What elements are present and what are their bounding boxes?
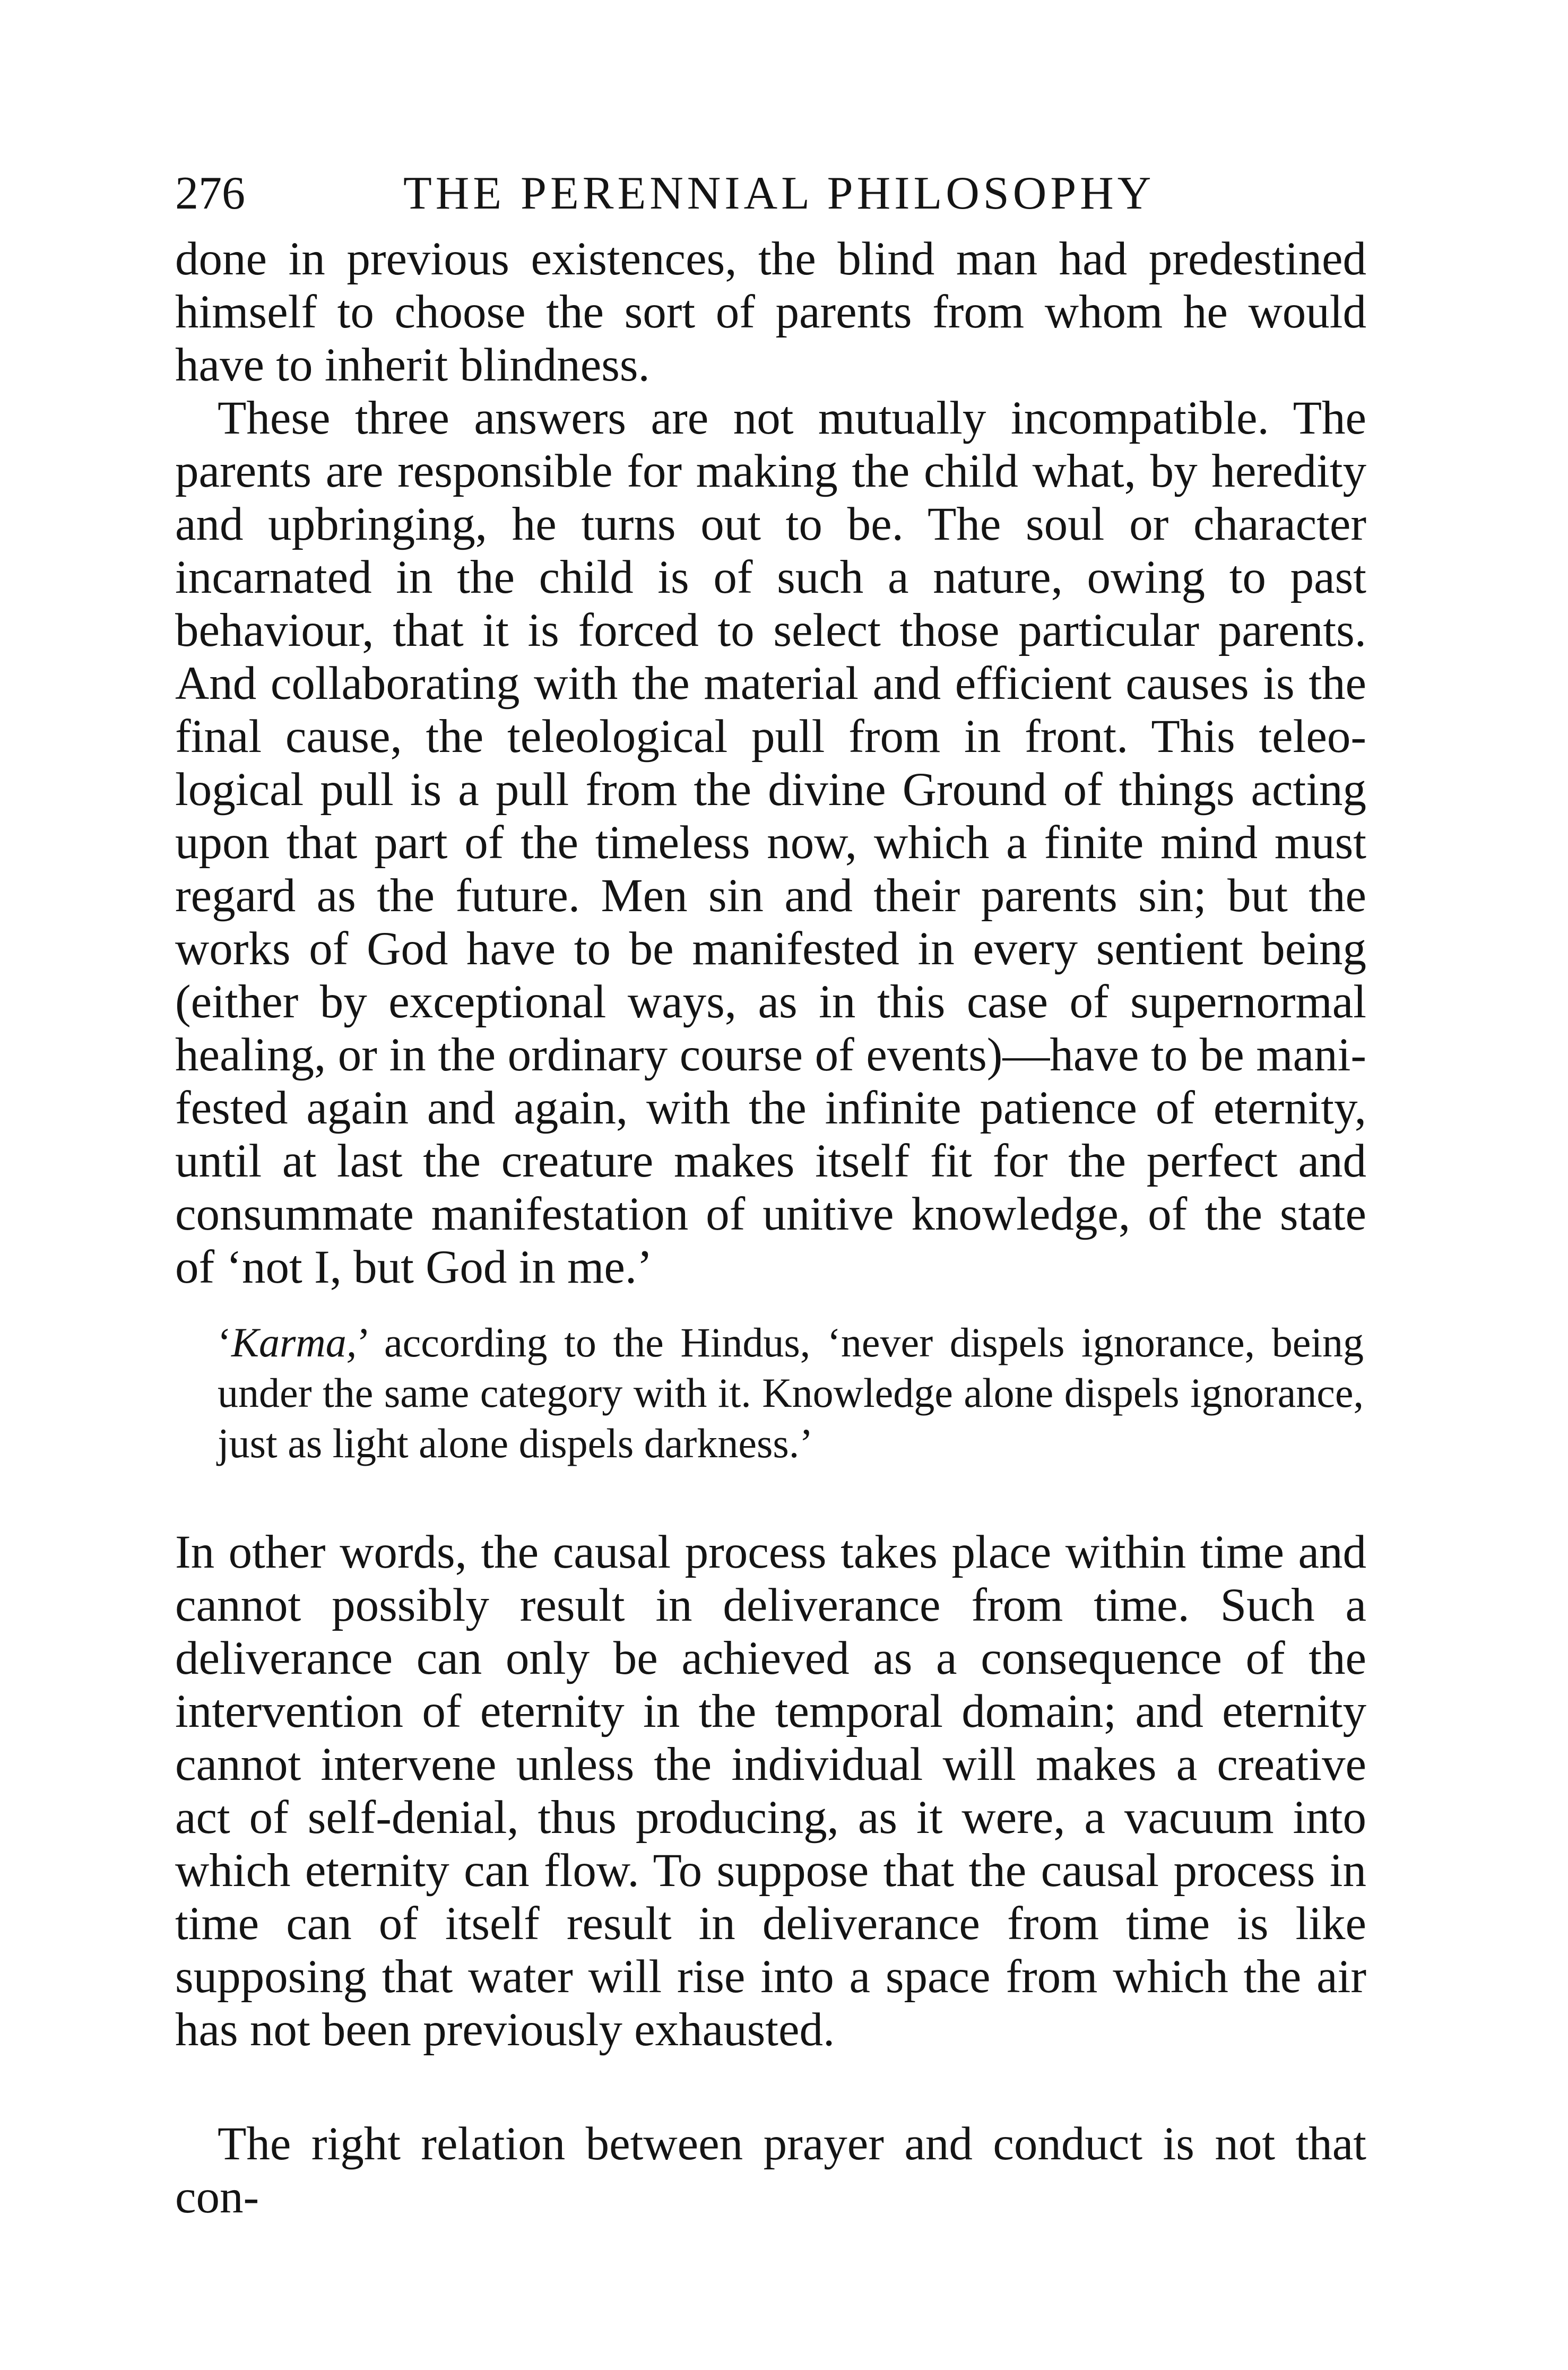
running-title: THE PERENNIAL PHILOSOPHY	[403, 168, 1155, 219]
page-header	[175, 162, 1396, 226]
paragraph-causal-process: In other words, the causal process takes place within time and cannot possibly result in deliverance from time. Such a deliverance can only be achieved as a consequence of the intervention of eternity in the temporal domain; and eternity cannot intervene unless the individual will makes a creative act of self-denial, thus producing, as it were, a vacuum into which eternity can flow. To suppose that the causal process in time can of itself result in deliverance from time is like supposing that water will rise into a space from which the air has not been previously exhausted.	[175, 1526, 1366, 2056]
block-quote-karma	[218, 1317, 1364, 1468]
paragraph-three-answers: These three answers are not mutually incompatible. The parents are responsible for making the child what, by heredity and upbringing, he turns out to be. The soul or character incarnated in the child is of such a nature, owing to past behaviour, that it is forced to select those particular parents. And collaborating with the material and efficient causes is the final cause, the teleological pull from in front. This teleological pull is a pull from the divine Ground of things acting upon that part of the timeless now, which a finite mind must regard as the future. Men sin and their parents sin; but the works of God have to be manifested in every sentient being (either by exceptional ways, as in this case of supernormal healing, or in the ordinary course of events)—have to be manifested again and again, with the infinite patience of eternity, until at last the creature makes itself fit for the perfect and consummate manifestation of unitive knowledge, of the state of ‘not I, but God in me.’	[175, 392, 1366, 1293]
page-number: 276	[175, 168, 245, 219]
quote-text: ’ according to the Hindus, ‘never dispels ignorance, being under the same category with it. Knowledge alone dispels ignorance, just as light alone dispels darkness.’	[218, 1319, 1364, 1466]
quote-open-mark: ‘	[218, 1319, 231, 1365]
quote-karma-term: Karma,	[231, 1319, 357, 1365]
paragraph-prayer-conduct: The right relation between prayer and conduct is not that con-	[175, 2118, 1366, 2223]
paragraph-continuation: done in previous existences, the blind man had predestined himself to choose the sort of parents from whom he would have to inherit blindness.	[175, 233, 1366, 391]
